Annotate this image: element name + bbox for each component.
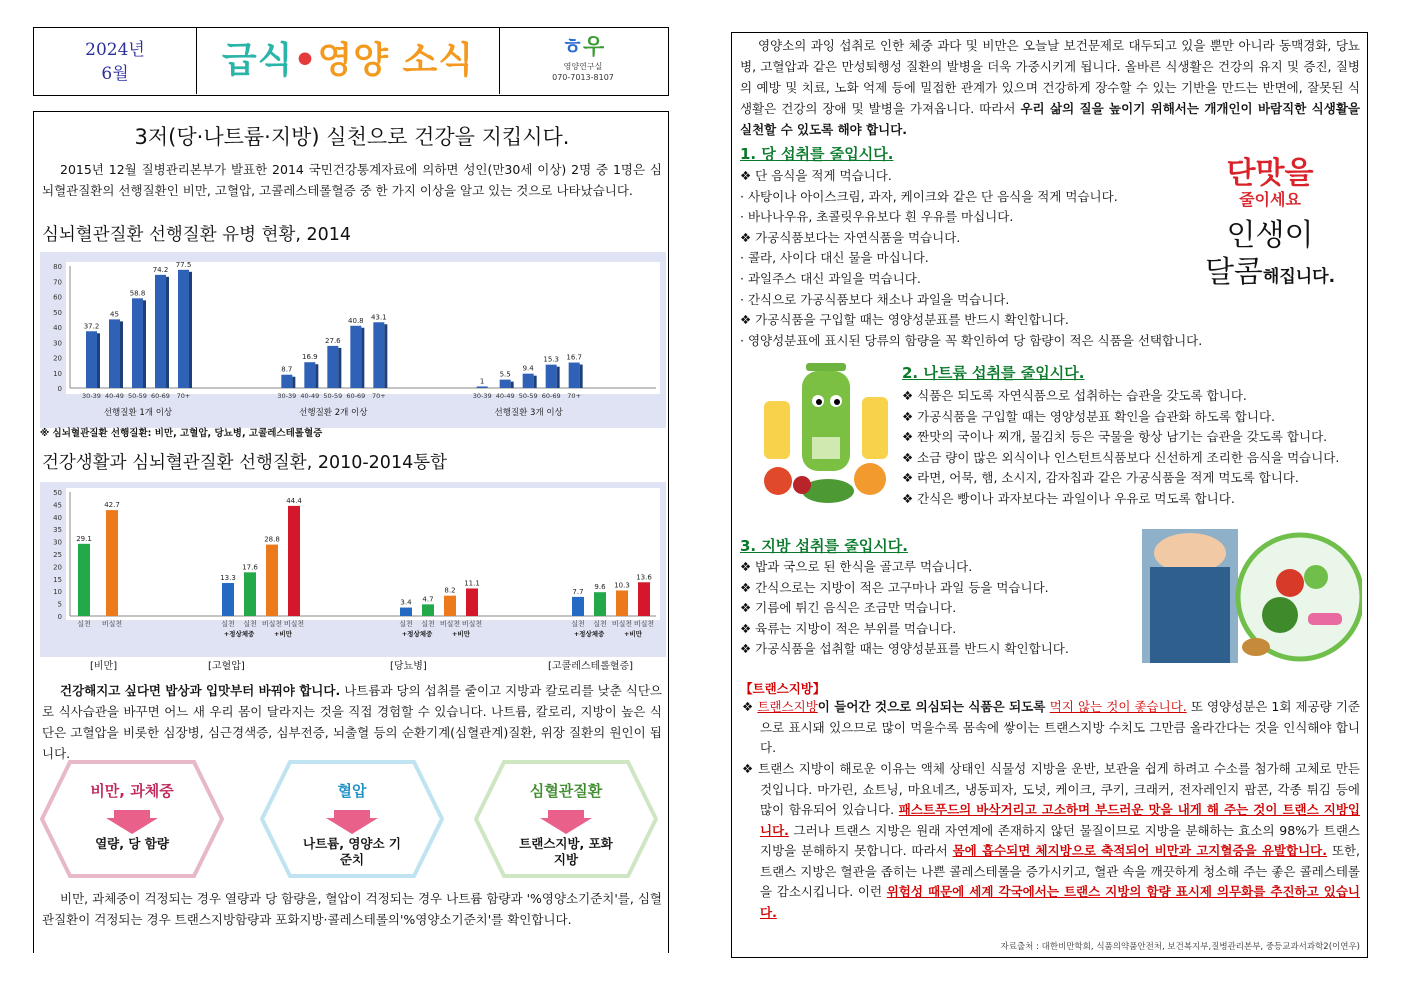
- intro-paragraph: 2015년 12월 질병관리본부가 발표한 2014 국민건강통계자료에 의하면 성인(만30세 이상) 2명 중 1명은 심뇌혈관질환의 선행질환인 비만, 고혈압, 고콜레스테롤혈증 중 한 가지 이상을 알고 있는 것으로 나타났습니다.: [42, 162, 662, 198]
- y-tick-label: 20: [53, 563, 62, 572]
- bar: [288, 506, 300, 616]
- x-tick-label: 실천: [421, 620, 435, 628]
- bar: [155, 275, 166, 388]
- data-label: 9.4: [522, 364, 534, 373]
- sec3-line: ❖ 밥과 국으로 된 한식을 골고루 먹습니다.: [740, 559, 973, 574]
- sec3-title: 3. 지방 섭취를 줄입시다.: [740, 537, 908, 555]
- data-label: 40.8: [348, 316, 364, 325]
- x-sublabel: +정상체중: [223, 630, 255, 638]
- sec2-line: ❖ 가공식품을 구입할 때는 영양성분표 확인을 습관화 하도록 합니다.: [902, 408, 1275, 424]
- x-tick-label: 비실천: [633, 620, 655, 628]
- chart2-group-label: [고혈압]: [208, 661, 245, 672]
- y-tick-label: 45: [53, 501, 62, 510]
- sec1-line: · 과일주스 대신 과일을 먹습니다.: [740, 270, 921, 286]
- diet-change-paragraph: [42, 680, 662, 764]
- sec3-line: ❖ 육류는 지방이 적은 부위를 먹습니다.: [740, 620, 957, 636]
- x-tick-label: 비실천: [261, 620, 283, 628]
- data-label: 37.2: [83, 322, 100, 331]
- y-tick-label: 20: [53, 354, 62, 363]
- data-label: 8.7: [281, 365, 293, 374]
- hex-sub: 트랜스지방, 포화지방: [519, 836, 613, 867]
- trans-fat-p1-bold: 이 들어간 것으로 의심되는 식품은 되도록: [817, 699, 1050, 714]
- sec1-line: · 영양성분표에 표시된 당류의 함량을 꼭 확인하여 당 함량이 적은 식품을 선택합니다.: [740, 332, 1203, 348]
- sec2-line: ❖ 짠맛의 국이나 찌개, 물김치 등은 국물을 항상 남기는 습관을 갖도록 합니다.: [902, 429, 1328, 445]
- y-tick-label: 70: [53, 278, 62, 287]
- x-tick-label: 60-69: [541, 392, 561, 400]
- x-tick-label: 40-49: [300, 392, 320, 400]
- trans-fat-keyword: 트랜스지방: [757, 699, 818, 714]
- bar-shadow: [384, 324, 387, 388]
- slogan-line3: 인생이: [1226, 218, 1314, 253]
- right-intro: [740, 35, 1360, 140]
- series-label: 선행질환 3개 이상: [494, 408, 563, 418]
- trans-fat-heading: 【트랜스지방】: [740, 681, 826, 696]
- slogan-line4a: 달콤: [1204, 255, 1263, 290]
- data-label: 28.8: [264, 535, 280, 544]
- data-label: 8.2: [444, 586, 456, 595]
- x-sublabel: +비만: [623, 630, 643, 638]
- sec1-line: ❖ 가공식품을 구입할 때는 영양성분표를 반드시 확인합니다.: [740, 312, 1069, 328]
- logo-mark-a: ㅎ: [561, 35, 583, 60]
- right-panel: [731, 32, 1368, 958]
- hex-title: 비만, 과체중: [90, 782, 174, 800]
- y-tick-label: 60: [53, 293, 62, 302]
- sec1-list: [740, 166, 1202, 351]
- trans-fat-p1-rest: 또 영양성분은 1회 제공량 기준으로 표시돼 있으므로 많이 먹을수록 몸속에 쌓이는 트랜스지방 수치도 그만큼 올라간다는 것을 인식해야 합니다.: [760, 699, 1360, 755]
- bar: [78, 544, 90, 616]
- diet-change-lead: 건강해지고 싶다면 밥상과 입맛부터 바꿔야 합니다.: [60, 683, 341, 698]
- data-label: 1: [479, 377, 485, 386]
- data-label: 5.5: [499, 370, 511, 379]
- trans-fat-p2-a: 트랜스 지방이 해로운 이유는 액체 상태인 식물성 지방을 운반, 보관을 쉽게 하려고 수소를 첨가해 고체로 만든 것입니다. 마가린, 쇼트닝, 마요네즈, 냉동피자, 도넛, 케이크, 쿠키, 크래커, 전자레인지 팝콘, 각종 튀김 등에 많이 함유되어 있습니다.: [758, 761, 1360, 817]
- sec2-line: ❖ 소금 량이 많은 외식이나 인스턴트식품보다 신선하게 조리한 음식을 먹습니다.: [902, 449, 1340, 465]
- chart2-group-label: [고콜레스테롤혈증]: [548, 661, 634, 672]
- newsletter-title: [197, 28, 500, 94]
- series-label: 선행질환 2개 이상: [299, 408, 368, 418]
- left-panel: [33, 111, 669, 953]
- data-label: 43.1: [371, 313, 387, 322]
- chart2-group-labels: [40, 657, 666, 673]
- sec3-list: [740, 557, 1069, 660]
- logo-mark: [499, 35, 667, 61]
- issue-month: 6월: [101, 64, 129, 84]
- x-tick-label: 40-49: [105, 392, 124, 400]
- label-check-paragraph: 비만, 과체중이 걱정되는 경우 열량과 당 함량을, 혈압이 걱정되는 경우 나트륨 함량과 '%영양소기준치'를, 심혈관질환이 걱정되는 경우 트랜스지방함량과 포화지방·콜레스테롤의'%영양소기준치'를 확인합니다.: [42, 891, 662, 927]
- data-label: 17.6: [242, 563, 258, 572]
- sec1-line: · 사탕이나 아이스크림, 과자, 케이크와 같은 단 음식을 적게 먹습니다.: [740, 188, 1118, 204]
- x-sublabel: +정상체중: [573, 630, 605, 638]
- slogan-line2: 줄이세요: [1239, 190, 1301, 209]
- hex-sub: 열량, 당 함량: [95, 836, 169, 851]
- bar: [106, 510, 118, 616]
- chart2-title: 건강생활과 심뇌혈관질환 선행질환, 2010-2014통합: [42, 453, 448, 473]
- x-tick-label: 비실천: [611, 620, 633, 628]
- data-label: 27.6: [325, 336, 341, 345]
- bar-shadow: [292, 377, 295, 388]
- title-part2: 영양 소식: [317, 40, 475, 81]
- hex-title: 혈압: [337, 782, 367, 800]
- bar-shadow: [189, 272, 192, 388]
- slogan-line4: [1180, 255, 1360, 295]
- x-tick-label: 실천: [77, 620, 91, 628]
- healthy-food-illustration: [1140, 527, 1362, 665]
- chart2-svg: [40, 482, 666, 657]
- bar-shadow: [534, 376, 537, 388]
- x-tick-label: 70+: [176, 392, 191, 400]
- slogan-line1: 단맛을: [1226, 156, 1314, 191]
- bar: [281, 375, 292, 388]
- x-tick-label: 실천: [221, 620, 235, 628]
- sec1-line: · 바나나우유, 초콜릿우유보다 흰 우유를 마십니다.: [740, 209, 1014, 225]
- issue-date: [34, 28, 197, 94]
- newsletter-header: [33, 27, 669, 96]
- chart2-container: [40, 482, 666, 657]
- data-label: 11.1: [464, 579, 480, 588]
- x-tick-label: 실천: [571, 620, 585, 628]
- slogan-line4b: 해집니다.: [1262, 267, 1336, 287]
- chart1-svg: [40, 252, 666, 428]
- x-tick-label: 비실천: [283, 620, 305, 628]
- y-tick-label: 40: [53, 513, 62, 522]
- bar-shadow: [511, 382, 514, 388]
- data-label: 29.1: [76, 534, 92, 543]
- chart1-note: ※ 심뇌혈관질환 선행질환: 비만, 고혈압, 당뇨병, 고콜레스테롤혈증: [40, 428, 323, 439]
- left-title: 3저(당·나트륨·지방) 실천으로 건강을 지킵시다.: [134, 125, 570, 149]
- trans-fat-para1: ❖ 트랜스지방이 들어간 것으로 의심되는 식품은 되도록 먹지 않는 것이 좋습니다. 또 영양성분은 1회 제공량 기준으로 표시돼 있으므로 많이 먹을수록 몸속에 쌓이는 트랜스지방 수치도 그만큼 올라간다는 것을 인식해야 합니다.: [742, 699, 1360, 755]
- x-tick-label: 60-69: [151, 392, 170, 400]
- y-tick-label: 0: [57, 613, 62, 621]
- bar: [327, 346, 338, 388]
- sec1-line: ❖ 단 음식을 적게 먹습니다.: [740, 168, 892, 183]
- bar: [109, 319, 120, 388]
- diet-change-body: 나트륨과 당의 섭취를 줄이고 지방과 칼로리를 낮춘 식단으로 식사습관을 바꾸면 어느 새 우리 몸이 달라지는 것을 직접 경험할 수 있습니다. 나트륨, 칼로리, 지방이 높은 식단은 고혈압을 비롯한 심장병, 심근경색증, 심부전증, 뇌출혈 등의 순환기계(심혈관계)질환, 위장 질환의 원인이 됩니다.: [42, 683, 662, 761]
- bar: [373, 322, 384, 388]
- bar: [523, 374, 534, 388]
- data-label: 13.3: [220, 574, 236, 583]
- y-tick-label: 15: [53, 575, 62, 584]
- salt-mascot-illustration: [758, 361, 894, 509]
- data-label: 15.3: [543, 355, 559, 364]
- bar: [500, 380, 511, 388]
- trans-fat-p2-d: 몸에 흡수되면 체지방으로 축적되어 비만과 고지혈증을 유발합니다.: [952, 843, 1327, 858]
- y-tick-label: 50: [53, 489, 62, 497]
- data-label: 16.9: [302, 353, 318, 362]
- sec1-line: · 콜라, 사이다 대신 물을 마십니다.: [740, 250, 929, 266]
- hex-cardio: [474, 760, 658, 878]
- bar-shadow: [143, 300, 146, 388]
- trans-fat-p2-b: 패스트푸드의 바삭거리고 고소하며 부드러운 맛을 내게 해 주는 것이 트랜스 지방입니다.: [760, 802, 1360, 838]
- sec2-line: ❖ 식품은 되도록 자연식품으로 섭취하는 습관을 갖도록 합니다.: [902, 388, 1247, 403]
- x-tick-label: 50-59: [518, 392, 538, 400]
- x-tick-label: 실천: [243, 620, 257, 628]
- bar: [304, 362, 315, 388]
- bar: [477, 386, 488, 388]
- bar-shadow: [166, 277, 169, 388]
- y-tick-label: 80: [53, 263, 62, 271]
- y-tick-label: 50: [53, 308, 62, 317]
- source-citation: 자료출처 : 대한비만학회, 식품의약품안전처, 보건복지부,질병관리본부, 중등교과서과학2(이연우): [1000, 942, 1360, 952]
- logo-mark-b: 우: [583, 35, 605, 60]
- right-intro-body: 영양소의 과잉 섭취로 인한 체중 과다 및 비만은 오늘날 보건문제로 대두되고 있을 뿐만 아니라 동맥경화, 당뇨병, 고혈압과 같은 만성퇴행성 질환의 발병을 더욱 가중시키게 됩니다. 올바른 식생활은 건강의 유지 및 증진, 질병의 예방 및 치료, 노화 억제 등에 밀접한 관계가 있으며 건강하게 장수할 수 있는 기반을 만드는 반면에, 잘못된 식생활은 건강의 장애 및 발병을 가져옵니다. 따라서: [740, 38, 1360, 116]
- x-tick-label: 40-49: [495, 392, 515, 400]
- x-tick-label: 실천: [399, 620, 413, 628]
- bar: [350, 326, 361, 388]
- x-sublabel: +비만: [451, 630, 471, 638]
- hex-bloodpressure: [260, 760, 444, 878]
- data-label: 7.7: [572, 587, 584, 596]
- bar: [466, 588, 478, 616]
- logo-org: 영양연구실: [563, 62, 603, 71]
- bar-shadow: [580, 365, 583, 388]
- bar: [594, 592, 606, 616]
- sec2-line: ❖ 라면, 어묵, 햄, 소시지, 감자칩과 같은 가공식품을 적게 먹도록 합니다.: [902, 470, 1299, 486]
- chart1-container: [40, 252, 666, 428]
- bar-shadow: [338, 348, 341, 388]
- sec1-title: 1. 당 섭취를 줄입시다.: [740, 145, 894, 163]
- bar: [222, 583, 234, 616]
- x-tick-label: 비실천: [101, 620, 123, 628]
- y-tick-label: 10: [53, 588, 62, 597]
- bar: [422, 604, 434, 616]
- sec1-line: · 간식으로 가공식품보다 채소나 과일을 먹습니다.: [740, 291, 1010, 307]
- x-tick-label: 30-39: [472, 392, 492, 400]
- data-label: 44.4: [286, 496, 302, 505]
- series-label: 선행질환 1개 이상: [103, 408, 173, 418]
- hexagon-shape: [40, 760, 224, 878]
- trans-fat-p2-e: 또한, 트랜스 지방은 혈관을 좁히는 나쁜 콜레스테롤을 증가시키고, 혈관 속을 깨끗하게 청소해 주는 좋은 콜레스테롤을 감소시킵니다. 이런: [760, 843, 1360, 899]
- data-label: 42.7: [104, 501, 120, 510]
- x-tick-label: 60-69: [346, 392, 366, 400]
- data-label: 4.7: [422, 595, 434, 604]
- sec2-line: ❖ 간식은 빵이나 과자보다는 과일이나 우유로 먹도록 합니다.: [902, 490, 1235, 506]
- data-label: 58.8: [129, 289, 146, 298]
- sec3-line: ❖ 가공식품을 섭취할 때는 영양성분표를 반드시 확인합니다.: [740, 641, 1069, 657]
- title-part1: 급식: [221, 40, 294, 81]
- issue-year: 2024년: [85, 40, 145, 60]
- bar: [244, 572, 256, 616]
- y-tick-label: 10: [53, 369, 62, 378]
- y-tick-label: 5: [57, 600, 62, 609]
- bar: [266, 545, 278, 616]
- y-tick-label: 25: [53, 551, 62, 559]
- x-tick-label: 비실천: [461, 620, 483, 628]
- data-label: 16.7: [566, 353, 582, 362]
- bar-shadow: [315, 364, 318, 388]
- x-tick-label: 30-39: [277, 392, 297, 400]
- bar: [572, 597, 584, 616]
- y-tick-label: 30: [53, 538, 62, 547]
- data-label: 45: [110, 310, 119, 319]
- hex-obesity: [40, 760, 224, 878]
- title-dot: •: [293, 40, 318, 81]
- x-sublabel: +정상체중: [401, 630, 433, 638]
- y-tick-label: 35: [53, 526, 62, 535]
- bar: [444, 596, 456, 616]
- sec2-title: 2. 나트륨 섭취를 줄입시다.: [902, 364, 1085, 382]
- x-tick-label: 비실천: [439, 620, 461, 628]
- bar: [546, 365, 557, 388]
- x-tick-label: 70+: [567, 392, 582, 400]
- y-tick-label: 30: [53, 339, 62, 348]
- org-logo: [499, 28, 667, 94]
- trans-fat-p2-f: 위험성 때문에 세계 각국에서는 트랜스 지방의 함량 표시제 의무화를 추진하고 있습니다.: [760, 884, 1360, 920]
- sweet-slogan-art: [1180, 157, 1360, 307]
- sec3-line: ❖ 간식으로는 지방이 적은 고구마나 과일 등을 먹습니다.: [740, 579, 1049, 595]
- trans-fat-p2-c: 그러나 트랜스 지방은 원래 자연계에 존재하지 않던 물질이므로 지방을 분해하는 효소의 98%가 트랜스 지방을 분해하지 못합니다. 따라서: [760, 822, 1360, 858]
- data-label: 3.4: [400, 598, 412, 607]
- x-tick-label: 실천: [593, 620, 607, 628]
- chart2-plot-area: [66, 488, 660, 620]
- x-tick-label: 50-59: [128, 392, 147, 400]
- bar-shadow: [97, 333, 100, 388]
- x-tick-label: 30-39: [82, 392, 101, 400]
- trans-fat-para2: ❖ 트랜스 지방이 해로운 이유는 액체 상태인 식물성 지방을 운반, 보관을 쉽게 하려고 수소를 첨가해 고체로 만든 것입니다. 마가린, 쇼트닝, 마요네즈, 냉동피자, 도넛, 케이크, 쿠키, 크래커, 전자레인지 팝콘, 각종 튀김 등에 많이 함유되어 있습니다. 패스트푸드의 바삭거리고 고소하며 부드러운 맛을 내게 해 주는 것이 트랜스 지방입니다. 그러나 트랜스 지방은 원래 자연계에 존재하지 않던 물질이므로 지방을 분해하는 효소의 98%가 트랜스 지방을 분해하지 못합니다. 따라서 몸에 흡수되면 체지방으로 축적되어 비만과 고지혈증을 유발합니다. 또한, 트랜스 지방은 혈관을 좁히는 나쁜 콜레스테롤을 증가시키고, 혈관 속을 깨끗하게 청소해 주는 좋은 콜레스테롤을 감소시킵니다. 이런 위험성 때문에 세계 각국에서는 트랜스 지방의 함량 표시제 의무화를 추진하고 있습니다.: [742, 761, 1360, 920]
- bar: [132, 298, 143, 388]
- bar: [178, 270, 189, 388]
- x-tick-label: 50-59: [323, 392, 343, 400]
- sec3-line: ❖ 기름에 튀긴 음식은 조금만 먹습니다.: [740, 600, 957, 616]
- y-tick-label: 40: [53, 324, 62, 332]
- sec2-list: [902, 386, 1339, 510]
- chart2-group-label: [비만]: [90, 661, 118, 672]
- bar: [86, 331, 97, 388]
- data-label: 74.2: [152, 265, 169, 274]
- bar-shadow: [361, 328, 364, 388]
- data-label: 13.6: [636, 573, 652, 582]
- chart1-title: 심뇌혈관질환 선행질환 유병 현황, 2014: [42, 225, 352, 245]
- x-sublabel: +비만: [273, 630, 293, 638]
- sec1-line: ❖ 가공식품보다는 자연식품을 먹습니다.: [740, 229, 961, 245]
- data-label: 9.6: [594, 583, 606, 592]
- logo-phone: 070-7013-8107: [552, 73, 614, 82]
- right-intro-emphasis: 우리 삶의 질을 높이기 위해서는 개개인이 바람직한 식생활을 실천할 수 있도록 해야 합니다.: [740, 101, 1360, 137]
- bar-shadow: [120, 321, 123, 388]
- data-label: 10.3: [614, 581, 630, 590]
- chart2-group-label: [당뇨병]: [390, 661, 427, 672]
- hex-title: 심혈관질환: [529, 782, 603, 800]
- bar: [400, 608, 412, 616]
- trans-fat-p1-warn: 먹지 않는 것이 좋습니다.: [1049, 699, 1187, 714]
- hex-sub: 나트륨, 영양소 기준치: [303, 836, 401, 867]
- y-tick-label: 0: [57, 385, 62, 393]
- data-label: 77.5: [175, 260, 192, 269]
- bar-shadow: [557, 367, 560, 388]
- bar: [638, 582, 650, 616]
- bar: [569, 363, 580, 388]
- bar: [616, 590, 628, 616]
- x-tick-label: 70+: [371, 392, 386, 400]
